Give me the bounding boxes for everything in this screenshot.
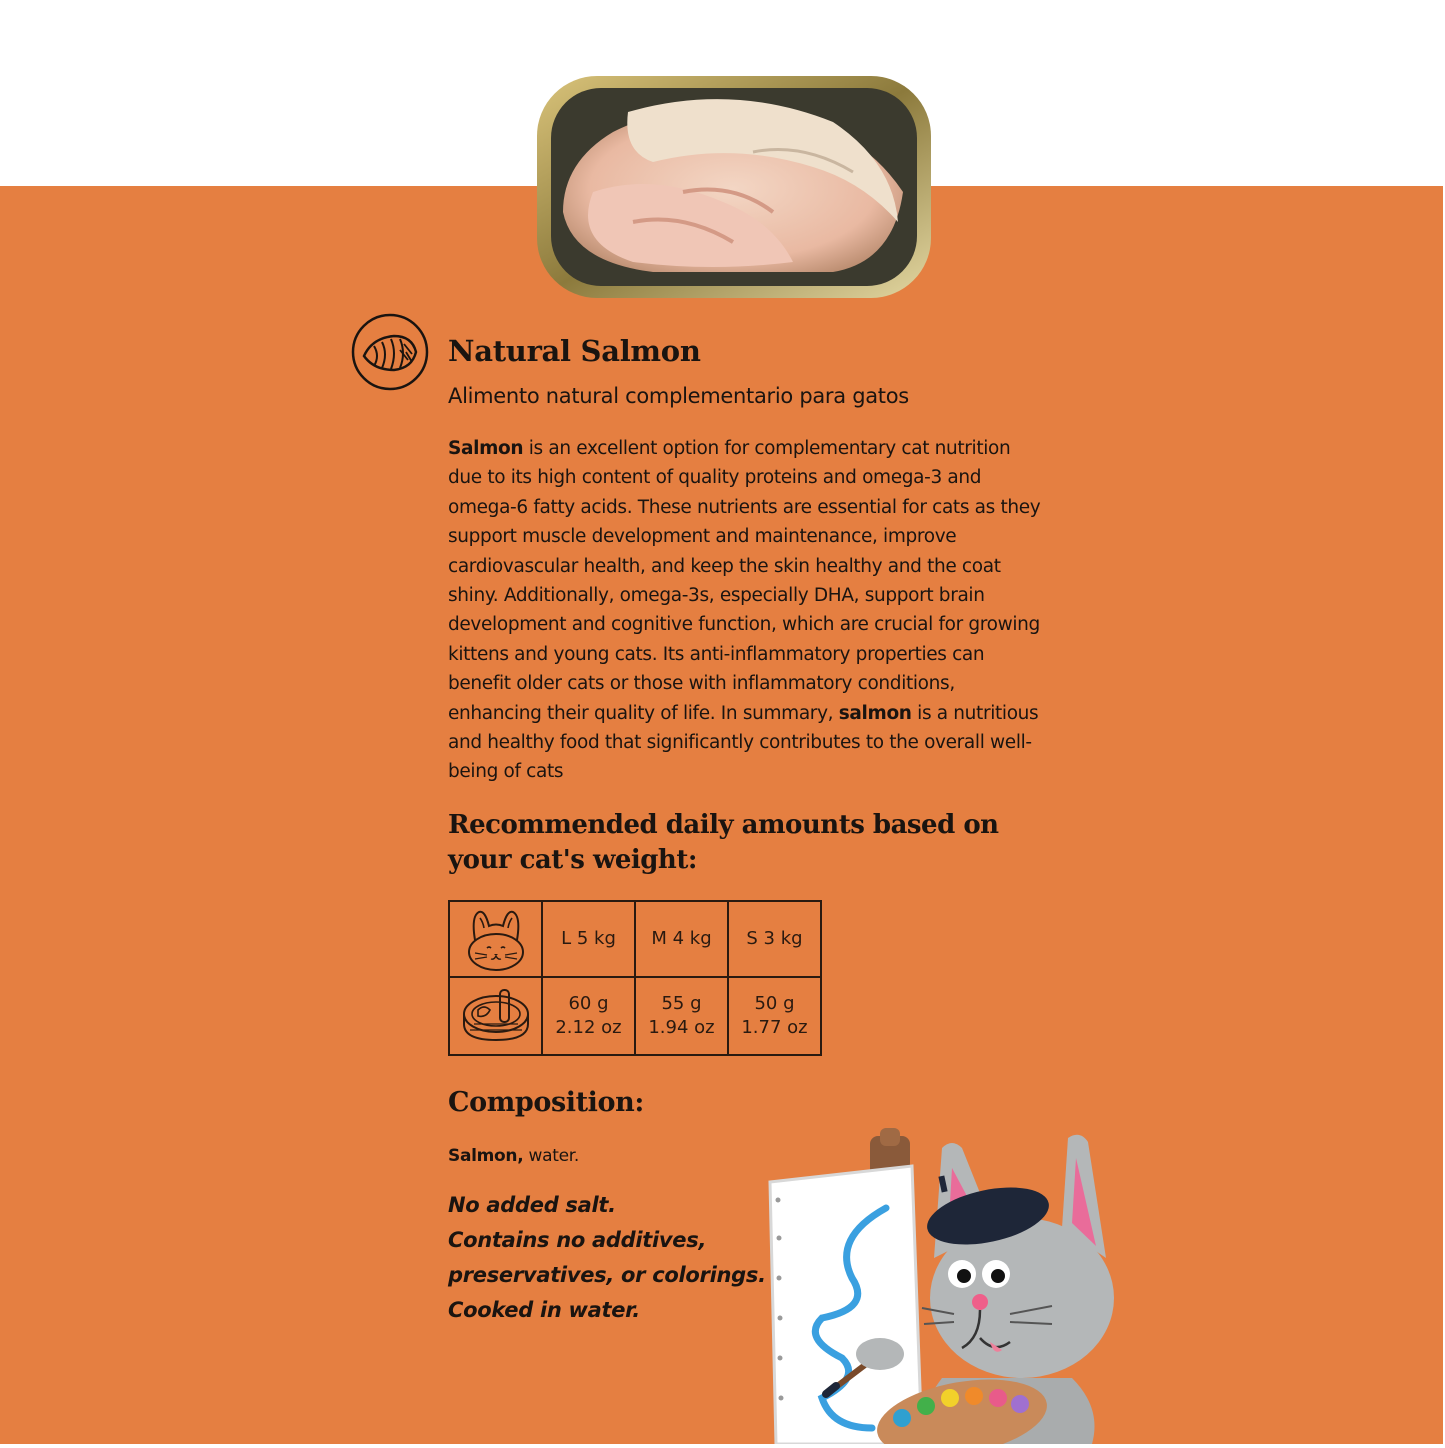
description-bold-salmon: Salmon: [448, 438, 524, 459]
note-no-additives: Contains no additives,: [448, 1228, 707, 1252]
description-text-1: is an excellent option for complementary cat nutrition due to its high content of quality proteins and omega-3 and omega-6 fatty acids. These nutrients are essential for cats as they support muscle development and maintenance, improve cardiovascular health, and keep the skin healthy and the coat shiny. Additionally, omega-3s, especially DHA, support brain development and cognitive function, which are crucial for growing kittens and young cats. Its anti-inflammatory properties can benefit older cats or those with inflammatory conditions, enhancing their quality of life. In summary,: [448, 438, 1041, 724]
table-row-amounts: [449, 977, 821, 1055]
amount-small: [728, 977, 821, 1055]
table-row-weights: [449, 901, 821, 977]
size-medium: M 4 kg: [635, 901, 728, 977]
tin-icon-cell: [449, 977, 542, 1055]
size-large: L 5 kg: [542, 901, 635, 977]
description-bold-salmon-2: salmon: [838, 702, 912, 724]
amount-large-oz: 2.12 oz: [555, 1017, 622, 1038]
size-small: S 3 kg: [728, 901, 821, 977]
daily-amounts-table: [448, 900, 822, 1056]
amount-medium-g: 55 g: [661, 993, 702, 1014]
cat-face-icon: [465, 906, 527, 972]
food-tin-icon: [460, 988, 532, 1044]
amount-small-g: 50 g: [754, 993, 795, 1014]
product-notes: [448, 1188, 778, 1328]
product-title: Natural Salmon: [448, 334, 701, 368]
product-description: [448, 434, 1048, 787]
amount-medium: [635, 977, 728, 1055]
amount-medium-oz: 1.94 oz: [648, 1017, 715, 1038]
salmon-fish-icon: [350, 312, 430, 392]
note-no-preservatives: preservatives, or colorings.: [448, 1263, 766, 1287]
description-text-2: is a nutritious and healthy food that significantly contributes to the overall well-being of cats: [448, 702, 1039, 783]
painter-cat-illustration: [762, 1128, 1122, 1444]
cat-icon-cell: [449, 901, 542, 977]
amount-large-g: 60 g: [568, 993, 609, 1014]
amounts-heading: Recommended daily amounts based on your cat's weight:: [448, 810, 999, 875]
note-no-salt: No added salt.: [448, 1193, 616, 1217]
composition-ingredients: [448, 1146, 579, 1166]
amount-large: [542, 977, 635, 1055]
ingredient-water: water.: [523, 1146, 579, 1166]
salmon-can-photo: [533, 72, 935, 302]
amount-small-oz: 1.77 oz: [741, 1017, 808, 1038]
note-cooked-in-water: Cooked in water.: [448, 1298, 640, 1322]
ingredient-salmon: Salmon,: [448, 1146, 524, 1166]
product-subtitle: Alimento natural complementario para gatos: [448, 384, 909, 408]
composition-heading: Composition:: [448, 1087, 644, 1118]
